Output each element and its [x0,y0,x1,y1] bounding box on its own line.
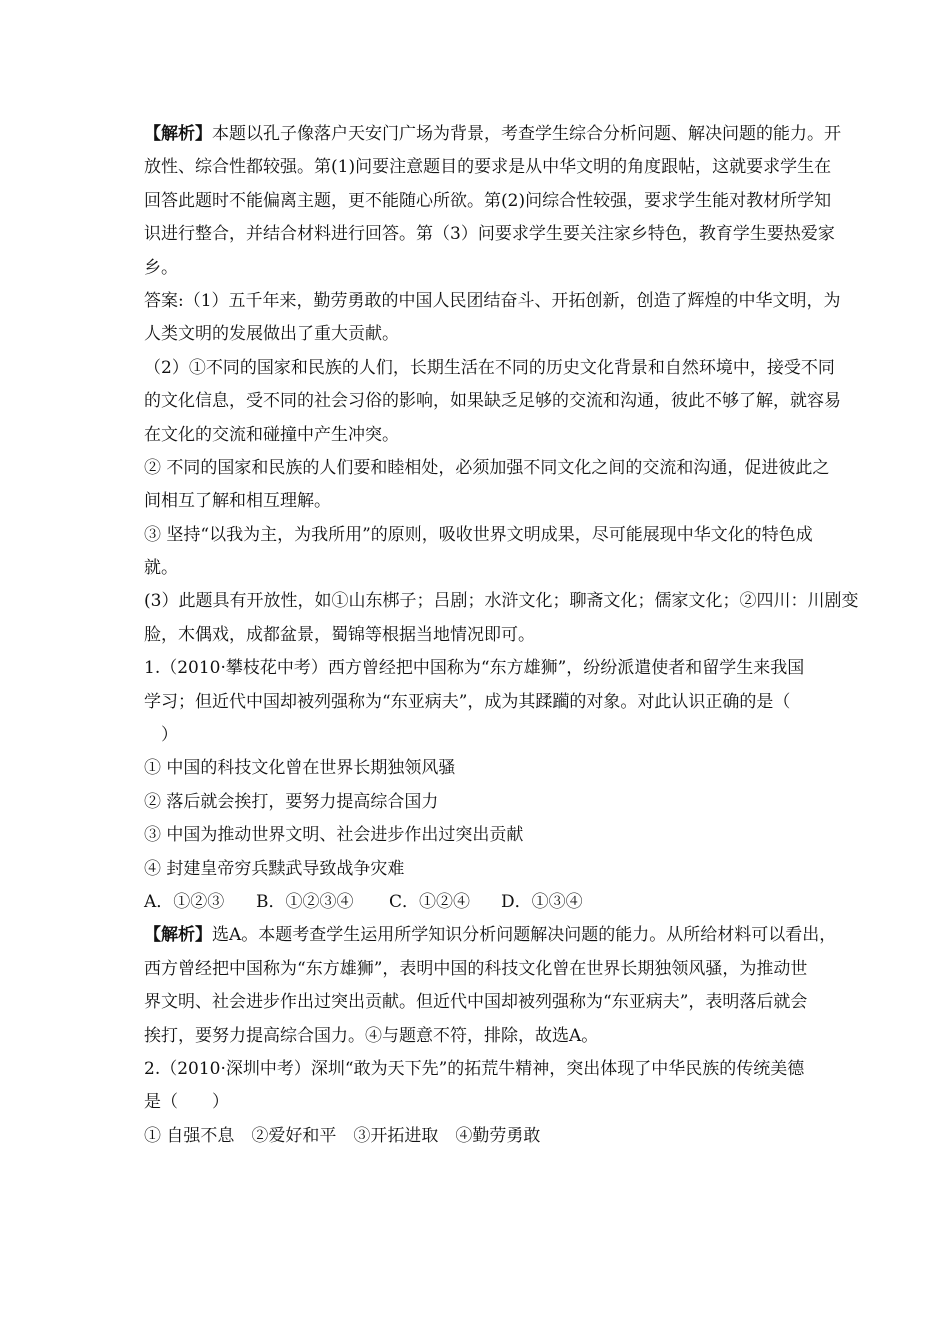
answer-line: ② 不同的国家和民族的人们要和睦相处，必须加强不同文化之间的交流和沟通，促进彼此之 [144,457,830,478]
analysis-paragraph-line [144,919,837,952]
analysis-paragraph-line: 界文明、社会进步作出过突出贡献。但近代中国却被列强称为“东亚病夫”，表明落后就会 [144,992,808,1013]
question-statement: ① 中国的科技文化曾在世界长期独领风骚 [144,758,456,779]
analysis-paragraph-line: 回答此题时不能偏离主题，更不能随心所欲。第(2)问综合性较强，要求学生能对教材所学知 [144,190,832,211]
answer-line: ③ 坚持“以我为主，为我所用”的原则，吸收世界文明成果，尽可能展现中华文化的特色成 [144,524,813,545]
question-stem-line: ） [144,725,178,746]
answer-options [144,886,816,919]
question-statement: ③ 中国为推动世界文明、社会进步作出过突出贡献 [144,825,524,846]
analysis-paragraph-line: 放性、综合性都较强。第(1)问要注意题目的要求是从中华文明的角度跟帖，这就要求学生在 [144,157,832,178]
answer-line: （2）①不同的国家和民族的人们，长期生活在不同的历史文化背景和自然环境中，接受不同 [144,357,835,378]
answer-line: 在文化的交流和碰撞中产生冲突。 [144,424,399,445]
document-body [144,118,859,1153]
option-b: B．①②③④ [256,891,354,912]
answer-line: 就。 [144,558,178,579]
analysis-paragraph-line: 西方曾经把中国称为“东方雄狮”，表明中国的科技文化曾在世界长期独领风骚，为推动世 [144,958,808,979]
analysis-text: 本题以孔子像落户天安门广场为背景，考查学生综合分析问题、解决问题的能力。开 [212,124,841,144]
answer-line: 的文化信息，受不同的社会习俗的影响，如果缺乏足够的交流和沟通，彼此不够了解，就容易 [144,391,841,412]
analysis-label: 【解析】 [144,124,212,144]
option-d: D．①③④ [501,891,583,912]
question-statement: ④ 封建皇帝穷兵黩武导致战争灾难 [144,858,405,879]
analysis-label: 【解析】 [144,925,212,946]
answer-line: 脸，木偶戏，成都盆景，蜀锦等根据当地情况即可。 [144,624,535,645]
analysis-paragraph-line [144,118,841,151]
analysis-paragraph-line: 识进行整合，并结合材料进行回答。第（3）问要求学生要关注家乡特色，教育学生要热爱家 [144,224,835,245]
answer-line: 答案:（1）五千年来，勤劳勇敢的中国人民团结奋斗、开拓创新，创造了辉煌的中华文明，为 [144,290,841,311]
question-stem-line: 2.（2010·深圳中考）深圳“敢为天下先”的拓荒牛精神，突出体现了中华民族的传统美德 [144,1058,805,1079]
answer-line: 间相互了解和相互理解。 [144,491,331,512]
answer-line: (3）此题具有开放性，如①山东梆子；吕剧；水浒文化；聊斋文化；儒家文化；②四川：川剧变 [144,591,859,612]
analysis-text: 选A。本题考查学生运用所学知识分析问题解决问题的能力。从所给材料可以看出， [212,925,837,946]
option-a: A．①②③ [144,891,225,912]
question-statement: ② 落后就会挨打，要努力提高综合国力 [144,791,439,812]
question-stem-line: 是（ ） [144,1092,229,1113]
analysis-paragraph-line: 挨打，要努力提高综合国力。④与题意不符，排除，故选A。 [144,1025,599,1046]
answer-line: 人类文明的发展做出了重大贡献。 [144,324,399,345]
question-statements: ① 自强不息 ②爱好和平 ③开拓进取 ④勤劳勇敢 [144,1125,541,1146]
analysis-paragraph-line: 乡。 [144,257,178,278]
question-stem-line: 1.（2010·攀枝花中考）西方曾经把中国称为“东方雄狮”，纷纷派遣使者和留学生来我国 [144,658,805,679]
question-stem-line: 学习；但近代中国却被列强称为“东亚病夫”，成为其蹂躏的对象。对此认识正确的是（ [144,691,791,712]
option-c: C．①②④ [389,891,471,912]
